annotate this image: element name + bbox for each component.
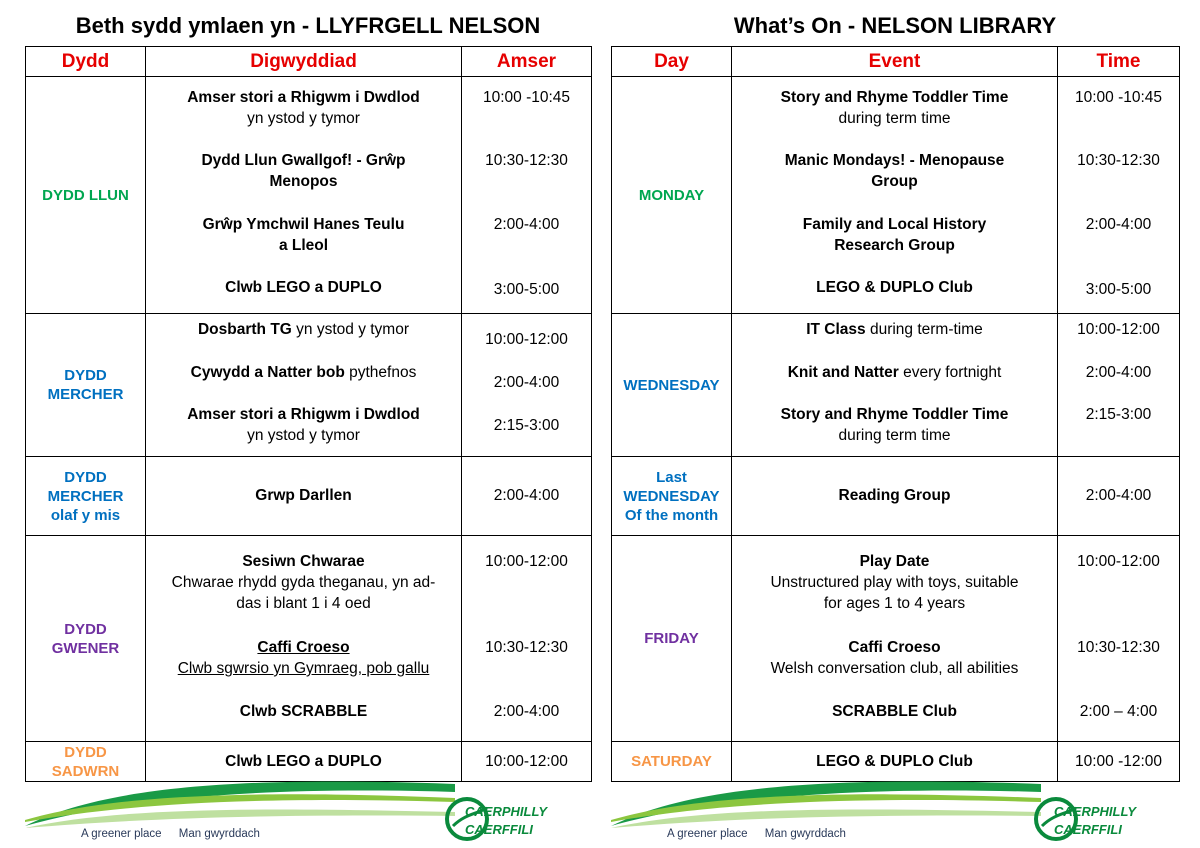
welsh-panel: [25, 0, 591, 782]
event-lego-club: LEGO & DUPLO Club: [816, 752, 973, 770]
day-last-wednesday: DYDD MERCHER olaf y mis: [26, 457, 146, 536]
event-story-rhyme: Amser stori a Rhigwm i Dwdlod yn ystod y tymor: [187, 89, 420, 127]
time-value: 10:00-12:00: [1077, 553, 1160, 570]
time-value: 10:00 -10:45: [1074, 89, 1163, 106]
time-value: 2:00-4:00: [1085, 487, 1152, 504]
logo-text-caerffili: CAERFFILI: [465, 822, 533, 837]
footer-right: [611, 776, 1041, 848]
time-value: 2:00-4:00: [493, 374, 560, 391]
logo-text-caerphilly: CAERPHILLY: [1054, 804, 1137, 819]
time-header: Amser: [462, 47, 592, 77]
time-value: 3:00-5:00: [493, 281, 560, 298]
day-friday: DYDD GWENER: [26, 536, 146, 742]
english-schedule-table: [611, 46, 1180, 782]
monday-row: [26, 77, 592, 314]
tagline-welsh: Man gwyrddach: [764, 828, 846, 840]
last-wednesday-row: [26, 457, 592, 536]
day-wednesday: DYDD MERCHER: [26, 314, 146, 457]
event-knit-natter: Knit and Natter every fortnight: [787, 364, 1002, 381]
header-row: [612, 47, 1180, 77]
event-manic-mondays: Manic Mondays! - Menopause Group: [784, 152, 1005, 190]
event-knit-natter: Cywydd a Natter bob pythefnos: [190, 364, 417, 381]
time-value: 2:00 – 4:00: [1079, 703, 1158, 720]
event-manic-mondays: Dydd Llun Gwallgof! - Grŵp Menopos: [201, 152, 406, 190]
time-value: 10:00 -10:45: [482, 89, 571, 106]
event-history-group: Family and Local History Research Group: [802, 216, 987, 254]
tagline-welsh: Man gwyrddach: [178, 828, 260, 840]
event-scrabble-club: Clwb SCRABBLE: [239, 703, 368, 720]
time-value: 10:00-12:00: [485, 553, 568, 570]
english-panel: [611, 0, 1179, 782]
last-wednesday-row: [612, 457, 1180, 536]
event-caffi-croeso: Caffi Croeso Welsh conversation club, all abilities: [770, 639, 1019, 677]
day-last-wednesday: Last WEDNESDAY Of the month: [612, 457, 732, 536]
event-story-rhyme: Story and Rhyme Toddler Time during term time: [780, 406, 1009, 444]
event-play-date: Sesiwn Chwarae Chwarae rhydd gyda theganau, yn ad- das i blant 1 i 4 oed: [171, 553, 436, 612]
time-value: 10:00-12:00: [1077, 321, 1160, 338]
time-value: 10:00 -12:00: [1074, 752, 1163, 770]
time-value: 2:15-3:00: [1085, 406, 1152, 423]
day-saturday: SATURDAY: [612, 742, 732, 782]
event-reading-group: Reading Group: [838, 487, 951, 504]
header-row: [26, 47, 592, 77]
event-reading-group: Grwp Darllen: [255, 487, 352, 504]
tagline-english: A greener place: [81, 828, 162, 840]
event-it-class: IT Class during term-time: [806, 321, 983, 338]
council-logo: [1034, 796, 1149, 842]
day-header: Day: [612, 47, 732, 77]
time-value: 10:30-12:30: [485, 639, 568, 656]
event-lego-club: Clwb LEGO a DUPLO: [225, 752, 382, 770]
event-lego-club: LEGO & DUPLO Club: [816, 279, 973, 296]
time-value: 10:30-12:30: [485, 152, 568, 169]
event-history-group: Grŵp Ymchwil Hanes Teulu a Lleol: [202, 216, 405, 254]
time-value: 2:00-4:00: [493, 703, 560, 720]
day-monday: DYDD LLUN: [26, 77, 146, 314]
time-value: 10:30-12:30: [1077, 639, 1160, 656]
time-value: 2:00-4:00: [1085, 364, 1152, 381]
event-play-date: Play Date Unstructured play with toys, suitable for ages 1 to 4 years: [770, 553, 1019, 612]
day-friday: FRIDAY: [612, 536, 732, 742]
event-header: Event: [732, 47, 1058, 77]
tagline: [667, 828, 860, 840]
english-heading: What’s On - NELSON LIBRARY: [733, 13, 1057, 38]
day-header: Dydd: [26, 47, 146, 77]
day-wednesday: WEDNESDAY: [612, 314, 732, 457]
welsh-heading: Beth sydd ymlaen yn - LLYFRGELL NELSON: [75, 13, 541, 38]
event-header: Digwyddiad: [146, 47, 462, 77]
event-it-class: Dosbarth TG yn ystod y tymor: [197, 321, 410, 338]
friday-row: [612, 536, 1180, 742]
event-story-rhyme: Story and Rhyme Toddler Time during term time: [780, 89, 1009, 127]
time-value: 2:00-4:00: [1085, 216, 1152, 233]
event-story-rhyme: Amser stori a Rhigwm i Dwdlod yn ystod y tymor: [187, 406, 420, 444]
time-value: 10:30-12:30: [1077, 152, 1160, 169]
time-value: 2:00-4:00: [493, 487, 560, 504]
event-caffi-croeso: Caffi Croeso Clwb sgwrsio yn Gymraeg, pob gallu: [177, 639, 430, 677]
logo-text-caerphilly: CAERPHILLY: [465, 804, 548, 819]
tagline-english: A greener place: [667, 828, 748, 840]
event-scrabble-club: SCRABBLE Club: [832, 703, 957, 720]
time-value: 3:00-5:00: [1085, 281, 1152, 298]
green-swoosh-graphic: [25, 776, 455, 828]
wednesday-row: [612, 314, 1180, 457]
day-monday: MONDAY: [612, 77, 732, 314]
time-value: 10:00-12:00: [485, 752, 568, 770]
logo-text-caerffili: CAERFFILI: [1054, 822, 1122, 837]
footer-left: [25, 776, 455, 848]
monday-row: [612, 77, 1180, 314]
friday-row: [26, 536, 592, 742]
time-value: 2:00-4:00: [493, 216, 560, 233]
tagline: [81, 828, 274, 840]
council-logo: [445, 796, 560, 842]
welsh-schedule-table: [25, 46, 592, 782]
green-swoosh-graphic: [611, 776, 1041, 828]
time-header: Time: [1058, 47, 1180, 77]
time-value: 2:15-3:00: [493, 417, 560, 434]
time-value: 10:00-12:00: [485, 331, 568, 348]
event-lego-club: Clwb LEGO a DUPLO: [225, 279, 382, 296]
wednesday-row: [26, 314, 592, 457]
day-saturday: DYDD SADWRN: [26, 742, 146, 782]
